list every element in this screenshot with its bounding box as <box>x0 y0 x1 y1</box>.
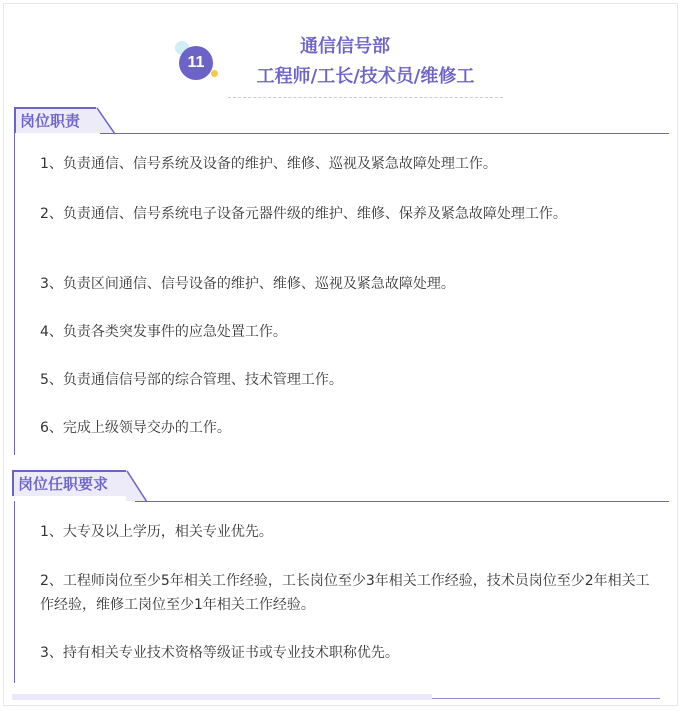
header-divider <box>228 97 503 98</box>
requirement-item: 1、大专及以上学历，相关专业优先。 <box>40 524 273 540</box>
duties-rule <box>100 133 669 134</box>
department-title: 通信信号部 <box>300 36 390 57</box>
footer-bar <box>12 694 432 700</box>
tab-slant-icon <box>126 470 148 502</box>
duties-left-border <box>14 133 15 455</box>
tab-slant-icon <box>96 107 116 135</box>
duty-item: 1、负责通信、信号系统及设备的维护、维修、巡视及紧急故障处理工作。 <box>40 156 497 172</box>
positions-title: 工程师/工长/技术员/维修工 <box>256 66 475 87</box>
duty-item: 4、负责各类突发事件的应急处置工作。 <box>40 324 287 340</box>
footer-line <box>432 698 660 699</box>
duty-item: 6、完成上级领导交办的工作。 <box>40 420 231 436</box>
requirements-rule <box>135 501 669 502</box>
requirements-title: 岗位任职要求 <box>18 475 109 493</box>
decor-dot-yellow <box>211 70 218 77</box>
duties-title: 岗位职责 <box>20 112 81 130</box>
duty-item: 3、负责区间通信、信号设备的维护、维修、巡视及紧急故障处理。 <box>40 276 455 292</box>
requirement-item: 2、工程师岗位至少5年相关工作经验，工长岗位至少3年相关工作经验，技术员岗位至少2年相关工作经验，维修工岗位至少1年相关工作经验。 <box>40 573 650 613</box>
section-number-badge: 11 <box>179 46 213 80</box>
requirements-left-border <box>14 501 15 683</box>
requirement-item: 3、持有相关专业技术资格等级证书或专业技术职称优先。 <box>40 645 399 661</box>
duty-item: 2、负责通信、信号系统电子设备元器件级的维护、维修、保养及紧急故障处理工作。 <box>40 206 567 222</box>
duty-item: 5、负责通信信号部的综合管理、技术管理工作。 <box>40 372 343 388</box>
